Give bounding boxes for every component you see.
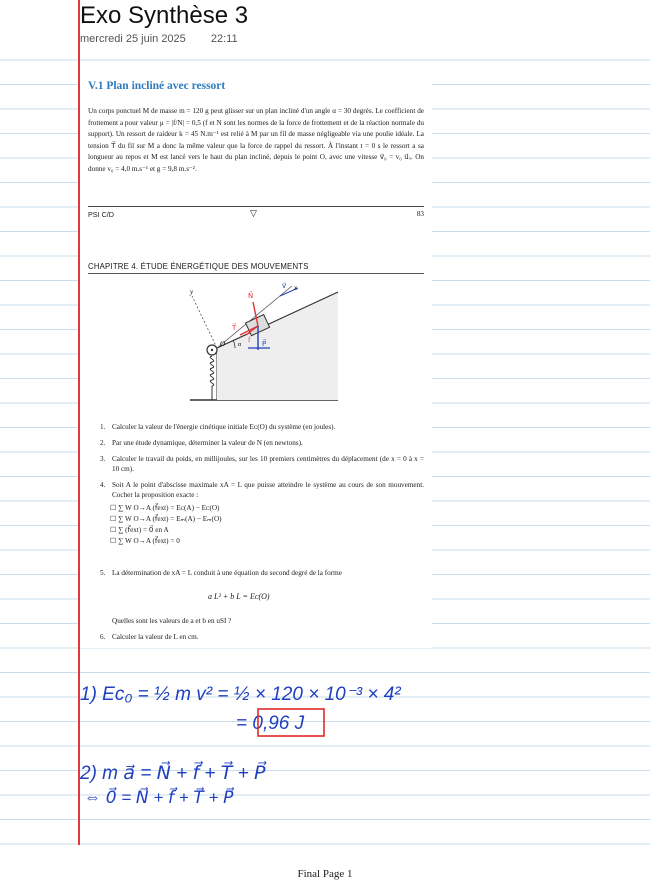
page-footer-left: PSI C/D — [88, 210, 114, 219]
note-title[interactable]: Exo Synthèse 3 — [80, 2, 249, 29]
option-3[interactable]: ☐ ∑ (f⃗ext) = 0⃗ en A — [110, 526, 169, 534]
handwritten-line-1b: = 0,96 J — [236, 713, 305, 734]
note-date: mercredi 25 juin 2025 — [80, 33, 186, 45]
page-number: 83 — [416, 210, 424, 218]
question-number: 2. — [100, 439, 106, 447]
angle-label: α — [238, 342, 242, 348]
question-text: Soit A le point d'abscisse maximale xA = L que puisse atteindre le système au cours de son mouvement. Cocher la proposition exacte : — [112, 481, 424, 499]
origin-label: O — [220, 340, 226, 348]
handwritten-line-3: ⇔ 0⃗ = N⃗ + f⃗ + T⃗ + P⃗ — [84, 788, 234, 807]
option-2[interactable]: ☐ ∑ W O→A (f⃗ext) = Eₘ(A) − Eₘ(O) — [110, 515, 222, 523]
axis-x-label: x — [294, 284, 298, 292]
chapter-header: CHAPITRE 4. ÉTUDE ÉNERGÉTIQUE DES MOUVEMENTS — [88, 262, 424, 274]
question-number: 4. — [100, 481, 106, 489]
page-footer-label: Final Page 1 — [297, 868, 353, 880]
problem-statement: Un corps ponctuel M de masse m = 120 g peut glisser sur un plan incliné d'un angle α = 30 degrés. Le coefficient de frottement a pour valeur μ = |f/N| = 0,5 (f et N sont les normes de la force de frottement et de la réaction normale du support). Un ressort de raideur k = 45 N.m⁻¹ est relié à M par un fil de masse négligeable via une poulie idéale. La tension T⃗ du fil sur M a donc la même valeur que la force de rappel du ressort. À l'instant t = 0 s le ressort a sa longueur au repos et M est lancé vers le haut du plan incliné, depuis le point O, avec une vitesse v⃗₀ = v₀ u⃗ₓ. On donne v₀ = 4,0 m.s⁻¹ et g = 9,8 m.s⁻². — [88, 107, 424, 173]
velocity-label: v⃗ — [282, 282, 287, 290]
question-text: La détermination de xA = L conduit à une équation du second degré de la forme — [112, 569, 342, 577]
page-footer-triangle: ▽ — [250, 208, 257, 218]
option-4[interactable]: ☐ ∑ W O→A (f⃗ext) = 0 — [110, 537, 180, 545]
handwritten-line-2: 2) m a⃗ = N⃗ + f⃗ + T⃗ + P⃗ — [80, 763, 266, 784]
question-number: 6. — [100, 633, 106, 641]
question-text: Calculer la valeur de L en cm. — [112, 633, 199, 641]
weight-label: P⃗ — [262, 340, 267, 348]
tension-label: T⃗ — [232, 324, 237, 332]
section-title: V.1 Plan incliné avec ressort — [88, 80, 226, 92]
friction-label: f — [248, 336, 251, 344]
question-number: 5. — [100, 569, 106, 577]
question-text: Par une étude dynamique, déterminer la valeur de N (en newtons). — [112, 439, 303, 447]
question-text: Calculer le travail du poids, en millijoules, sur les 10 premiers centimètres du déplacement (de x = 0 à x = 10 cm). — [112, 455, 424, 473]
axis-y-label: y — [190, 288, 194, 296]
question-text: Quelles sont les valeurs de a et b en uSI ? — [112, 617, 232, 625]
normal-force-label: N⃗ — [248, 292, 254, 300]
option-1[interactable]: ☐ ∑ W O→A (f⃗ext) = Eᴄ(A) − Eᴄ(O) — [110, 504, 220, 512]
note-time: 22:11 — [210, 33, 238, 45]
question-text: Calculer la valeur de l'énergie cinétique initiale Eᴄ(O) du système (en joules). — [112, 423, 336, 431]
question-number: 3. — [100, 455, 106, 463]
question-number: 1. — [100, 423, 106, 431]
handwritten-line-1: 1) Eᴄ₀ = ½ m v² = ½ × 120 × 10⁻³ × 4² — [80, 684, 401, 705]
quadratic-equation: a L² + b L = Eᴄ(O) — [208, 592, 270, 601]
